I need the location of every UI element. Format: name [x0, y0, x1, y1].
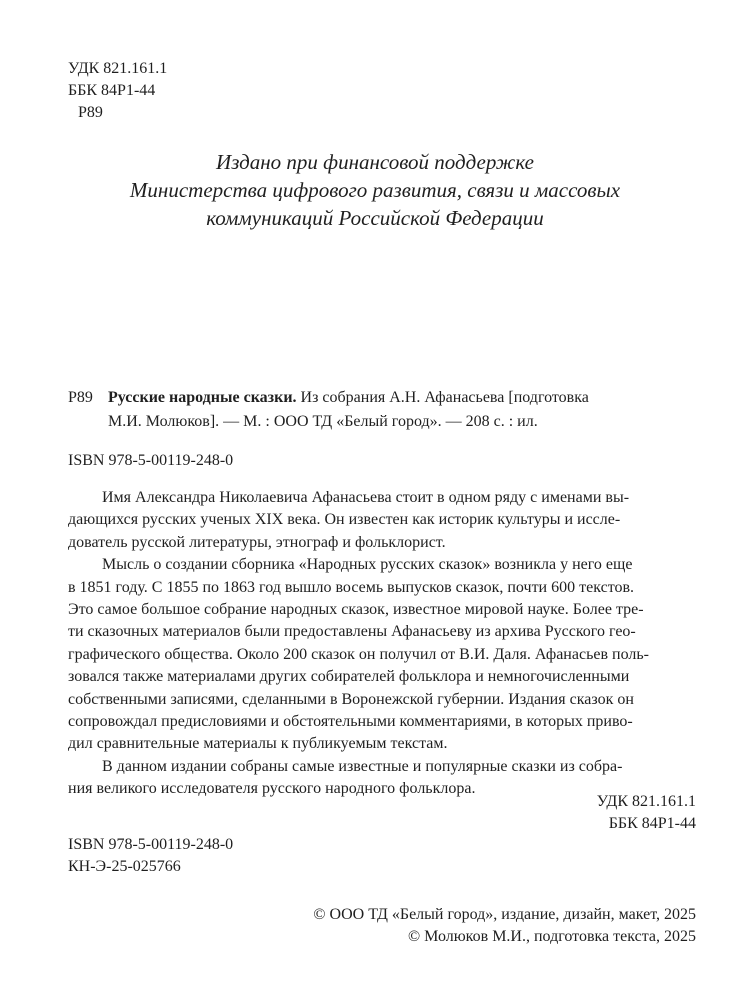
copyright-line-2: © Молюков М.И., подготовка текста, 2025	[407, 928, 696, 945]
annotation-paragraph-1	[68, 487, 696, 554]
p2-line-1: Мысль о создании сборника «Народных русских сказок» возникла у него еще	[102, 556, 633, 574]
bbk-code-bottom: ББК 84Р1-44	[608, 815, 696, 832]
p2-line-3: Это самое большое собрание народных сказок, известное мировой науке. Более тре-	[68, 601, 644, 619]
p1-line-1: Имя Александра Николаевича Афанасьева стоит в одном ряду с именами вы-	[102, 489, 630, 506]
copyright-notice	[313, 904, 696, 948]
book-title: Русские народные сказки.	[108, 389, 297, 406]
p2-line-9: дил сравнительные материалы к публикуемым текстам.	[68, 735, 448, 753]
udk-code-bottom: УДК 821.161.1	[596, 793, 696, 810]
bibliographic-record	[68, 386, 696, 434]
udk-code: УДК 821.161.1	[68, 60, 168, 77]
p3-line-2: ния великого исследователя русского народного фольклора.	[68, 780, 476, 798]
bbk-code: ББК 84Р1-44	[68, 82, 156, 99]
kn-number: КН-Э-25-025766	[68, 858, 181, 875]
annotation-paragraph-2	[68, 554, 696, 756]
support-line-3: коммуникаций Российской Федерации	[206, 206, 544, 230]
classification-codes-bottom	[597, 791, 696, 835]
copyright-line-1: © ООО ТД «Белый город», издание, дизайн, макет, 2025	[313, 906, 696, 923]
isbn-bottom: ISBN 978-5-00119-248-0	[68, 836, 234, 853]
p2-line-8: сопровождал предисловиями и обстоятельными комментариями, в которых приво-	[68, 713, 633, 731]
support-line-2: Министерства цифрового развития, связи и массовых	[129, 178, 621, 202]
p1-line-2: дающихся русских ученых XIX века. Он известен как историк культуры и иссле-	[68, 511, 621, 529]
annotation	[68, 487, 696, 801]
p1-line-3: дователь русской литературы, этнограф и фольклорист.	[68, 533, 446, 551]
financial-support-notice	[0, 148, 750, 232]
classification-codes-top	[68, 58, 167, 124]
bibliographic-code: Р89	[68, 389, 93, 406]
isbn-block	[68, 834, 233, 878]
bibliographic-line-2: М.И. Молюков]. — М. : ООО ТД «Белый город». — 208 с. : ил.	[108, 413, 538, 430]
p2-line-4: ти сказочных материалов были предоставлены Афанасьеву из архива Русского гео-	[68, 623, 636, 641]
isbn-main: ISBN 978-5-00119-248-0	[68, 452, 234, 469]
p2-line-5: графического общества. Около 200 сказок он получил от В.И. Даля. Афанасьев поль-	[68, 645, 649, 663]
p2-line-7: собственными записями, сделанными в Воронежской губернии. Издания сказок он	[68, 690, 634, 708]
p2-line-6: зовался также материалами других собирателей фольклора и немногочисленными	[68, 668, 630, 686]
author-mark: Р89	[78, 104, 103, 121]
p3-line-1: В данном издании собраны самые известные и популярные сказки из собра-	[102, 757, 623, 775]
p2-line-2: в 1851 году. С 1855 по 1863 год вышло восемь выпусков сказок, почти 600 текстов.	[68, 578, 635, 596]
bibliographic-line-1: Из собрания А.Н. Афанасьева [подготовка	[296, 389, 589, 406]
support-line-1: Издано при финансовой поддержке	[216, 150, 534, 174]
